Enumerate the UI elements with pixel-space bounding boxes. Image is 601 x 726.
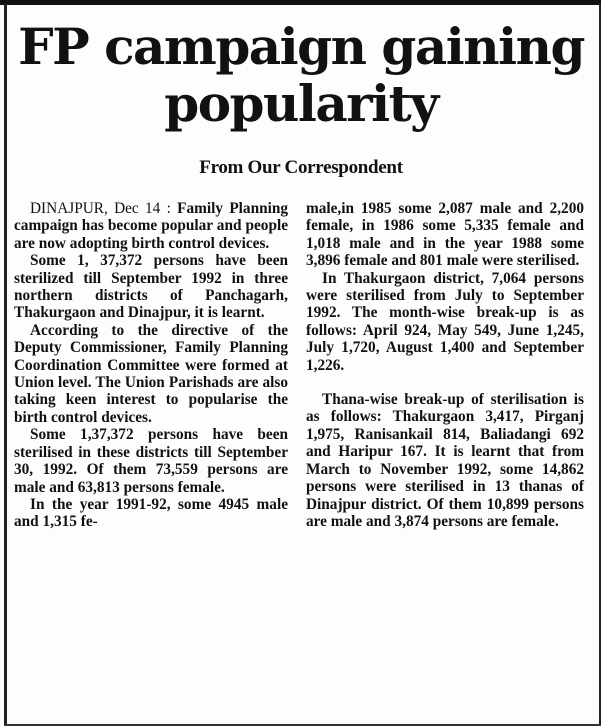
paragraph: In the year 1991-92, some 4945 male and 1,315 fe-: [14, 495, 288, 531]
left-border: [4, 4, 7, 726]
paragraph: In Thakurgaon district, 7,064 persons were sterilised from July to September 1992. The month-wise break-up is as follows: April 924, May 549, June 1,245, July 1,720, August 1,400 and September 1,226.: [306, 269, 584, 374]
top-border: [0, 0, 601, 5]
dateline: DINAJPUR, Dec 14 :: [30, 200, 171, 217]
paragraph: Thana-wise break-up of sterilisation is as follows: Thakurgaon 3,417, Pirganj 1,975, Ranisankail 814, Baliadangi 692 and Haripur 167. It is learnt that from March to November 1992, some 14,862 persons were sterilised in 13 thanas of Dinajpur district. Of them 10,899 persons are male and 3,874 persons are female.: [306, 391, 584, 530]
paragraph-text: Family Planning campaign has become popular and people are now adopting birth control devices.: [14, 200, 289, 252]
headline: FP campaign gaining popularity: [18, 17, 584, 133]
paragraph: [14, 200, 288, 252]
paragraph: Some 1,37,372 persons have been sterilised in these districts till September 30, 1992. Of them 73,559 persons are male and 63,813 persons female.: [14, 426, 288, 496]
article-column-right: [306, 200, 584, 530]
paragraph: male,in 1985 some 2,087 male and 2,200 female, in 1986 some 5,335 female and 1,018 male and in the year 1988 some 3,896 female and 801 male were sterilised.: [306, 200, 584, 270]
paragraph: According to the directive of the Deputy Commissioner, Family Planning Coordination Committee were formed at Union level. The Union Parishads are also taking keen interest to popularise the birth control devices.: [14, 321, 288, 426]
article-column-left: [14, 200, 288, 531]
paragraph: Some 1, 37,372 persons have been sterilized till September 1992 in three northern districts of Panchagarh, Thakurgaon and Dinajpur, it is learnt.: [14, 252, 288, 322]
byline: From Our Correspondent: [199, 157, 403, 178]
